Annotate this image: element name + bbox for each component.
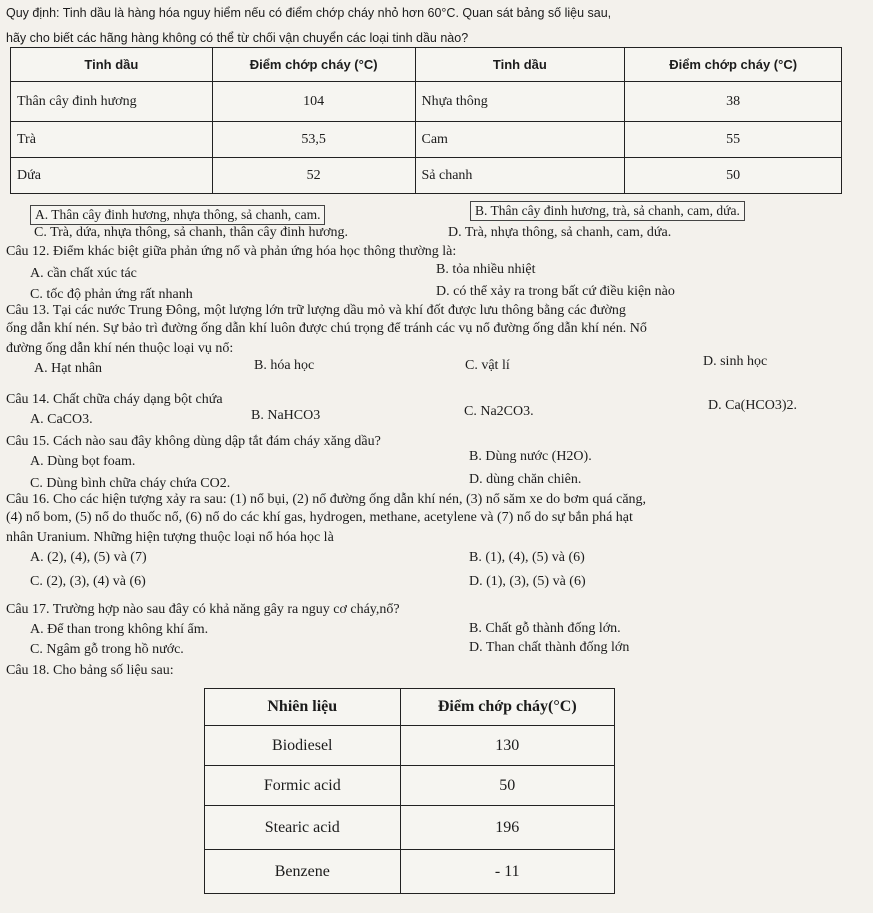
table1-header-row (11, 48, 842, 82)
q11-option-d: D. Trà, nhựa thông, sả chanh, cam, dứa. (448, 225, 672, 240)
table-cell: Cam (415, 122, 625, 158)
q13-line-3: đường ống dẫn khí nén thuộc loại vụ nổ: (6, 341, 234, 356)
q15-option-c: C. Dùng bình chữa cháy chứa CO2. (30, 476, 231, 491)
table-cell: 196 (400, 806, 614, 850)
flash-point-table-fuels (204, 688, 615, 894)
q17-option-b: B. Chất gỗ thành đống lớn. (469, 621, 621, 636)
table-cell: Benzene (205, 850, 401, 894)
q17-option-c: C. Ngâm gỗ trong hồ nước. (30, 642, 184, 657)
table1-header: Điểm chớp cháy (°C) (212, 48, 415, 82)
q14-stem: Câu 14. Chất chữa cháy dạng bột chứa (6, 392, 223, 407)
q14-option-d: D. Ca(HCO3)2. (708, 398, 798, 413)
q17-option-d: D. Than chất thành đống lớn (469, 640, 630, 655)
table-cell: Trà (11, 122, 213, 158)
table-row (11, 158, 842, 194)
table-cell: 50 (625, 158, 842, 194)
q13-option-b: B. hóa học (254, 358, 315, 373)
table-cell: Sả chanh (415, 158, 625, 194)
table-cell: 52 (212, 158, 415, 194)
q16-option-c: C. (2), (3), (4) và (6) (30, 574, 146, 589)
q16-option-b: B. (1), (4), (5) và (6) (469, 550, 585, 565)
table-cell: 104 (212, 82, 415, 122)
q15-option-b: B. Dùng nước (H2O). (469, 449, 592, 464)
table-cell: Nhựa thông (415, 82, 625, 122)
table1-header: Điểm chớp cháy (°C) (625, 48, 842, 82)
table-cell: Formic acid (205, 766, 401, 806)
q12-option-b: B. tỏa nhiều nhiệt (436, 262, 536, 277)
table-cell: 130 (400, 726, 614, 766)
table2-header-row (205, 689, 615, 726)
q17-option-a: A. Để than trong không khí ẩm. (30, 622, 209, 637)
table-cell: - 11 (400, 850, 614, 894)
q12-stem: Câu 12. Điểm khác biệt giữa phản ứng nổ và phản ứng hóa học thông thường là: (6, 244, 457, 259)
q16-line-3: nhân Uranium. Những hiện tượng thuộc loại nổ hóa học là (6, 530, 334, 545)
table-cell: 55 (625, 122, 842, 158)
table-cell: 53,5 (212, 122, 415, 158)
q18-stem: Câu 18. Cho bảng số liệu sau: (6, 663, 174, 678)
q14-option-c: C. Na2CO3. (464, 404, 534, 419)
q16-option-a: A. (2), (4), (5) và (7) (30, 550, 147, 565)
table-row (205, 726, 615, 766)
table-row (205, 766, 615, 806)
table-row (205, 850, 615, 894)
q16-line-1: Câu 16. Cho các hiện tượng xảy ra sau: (1) nổ bụi, (2) nổ đường ống dẫn khí nén, (3) nổ săm xe do bơm quá căng, (6, 492, 647, 507)
q12-option-d: D. có thể xảy ra trong bất cứ điều kiện nào (436, 284, 675, 299)
intro-line-2: hãy cho biết các hãng hàng không có thể từ chối vận chuyển các loại tinh dầu nào? (6, 31, 469, 45)
q11-option-a: A. Thân cây đinh hương, nhựa thông, sả chanh, cam. (30, 205, 325, 225)
table1-header: Tinh dầu (415, 48, 625, 82)
q16-option-d: D. (1), (3), (5) và (6) (469, 574, 586, 589)
q13-option-d: D. sinh học (703, 354, 768, 369)
q13-option-a: A. Hạt nhân (34, 361, 103, 376)
q16-line-2: (4) nổ bom, (5) nổ do thuốc nổ, (6) nổ do các khí gas, hydrogen, methane, acetylene và (7) nổ do sự bắn phá hạt (6, 510, 633, 525)
q17-stem: Câu 17. Trường hợp nào sau đây có khả năng gây ra nguy cơ cháy,nổ? (6, 602, 400, 617)
q14-option-b: B. NaHCO3 (251, 408, 321, 423)
table-row (11, 122, 842, 158)
q15-option-a: A. Dùng bọt foam. (30, 454, 136, 469)
table2-header: Điểm chớp cháy(°C) (400, 689, 614, 726)
q14-option-a: A. CaCO3. (30, 412, 93, 427)
intro-line-1: Quy định: Tinh dầu là hàng hóa nguy hiểm nếu có điểm chớp cháy nhỏ hơn 60°C. Quan sát bảng số liệu sau, (6, 6, 612, 20)
q13-line-1: Câu 13. Tại các nước Trung Đông, một lượng lớn trữ lượng dầu mỏ và khí đốt được lưu thông bằng các đường (6, 303, 626, 318)
table-cell: Thân cây đinh hương (11, 82, 213, 122)
table2-header: Nhiên liệu (205, 689, 401, 726)
table-cell: Stearic acid (205, 806, 401, 850)
flash-point-table-essential-oils (10, 47, 842, 194)
q11-option-c: C. Trà, dứa, nhựa thông, sả chanh, thân cây đinh hương. (34, 225, 349, 240)
table1-header: Tinh dầu (11, 48, 213, 82)
table-cell: 50 (400, 766, 614, 806)
q15-option-d: D. dùng chăn chiên. (469, 472, 582, 487)
table-cell: Dứa (11, 158, 213, 194)
table-cell: 38 (625, 82, 842, 122)
q12-option-c: C. tốc độ phản ứng rất nhanh (30, 287, 193, 302)
q13-option-c: C. vật lí (465, 358, 510, 373)
q12-option-a: A. cần chất xúc tác (30, 266, 137, 281)
table-cell: Biodiesel (205, 726, 401, 766)
table-row (205, 806, 615, 850)
q13-line-2: ống dẫn khí nén. Sự bảo trì đường ống dẫn khí luôn được chú trọng để tránh các vụ nổ đường ống dẫn khí nén. Nổ (6, 321, 647, 336)
q11-option-b: B. Thân cây đinh hương, trà, sả chanh, cam, dứa. (470, 201, 745, 221)
q15-stem: Câu 15. Cách nào sau đây không dùng dập tắt đám cháy xăng dầu? (6, 434, 381, 449)
table-row (11, 82, 842, 122)
